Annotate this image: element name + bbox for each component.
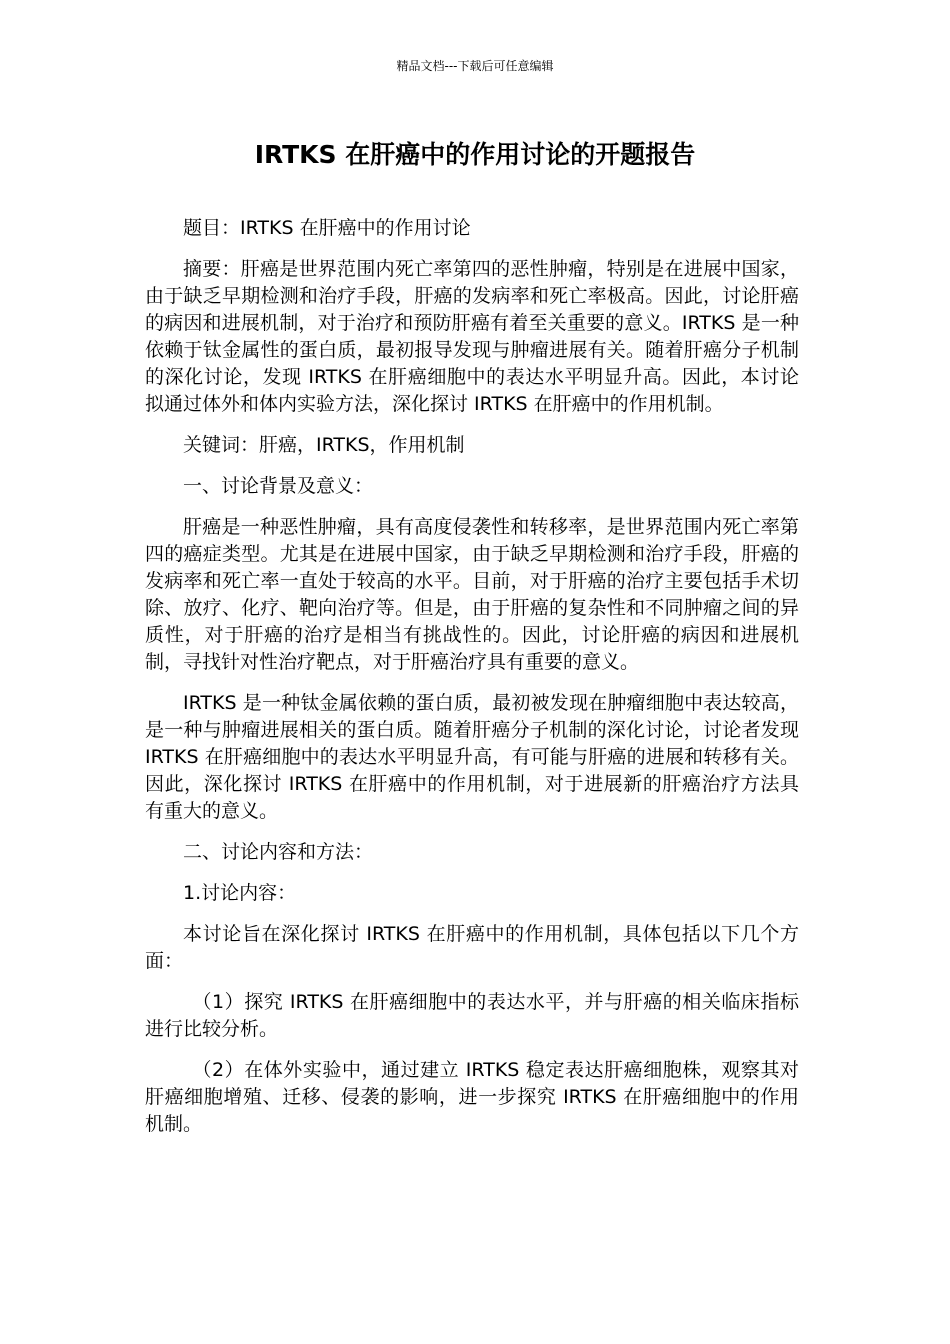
- section-heading-background: 一、讨论背景及意义：: [183, 475, 374, 497]
- subsection-heading-content: 1.讨论内容：: [183, 882, 297, 904]
- background-paragraph-2: IRTKS 是一种钛金属依赖的蛋白质，最初被发现在肿瘤细胞中表达较高，是一种与肿瘤进展相关的蛋白质。随着肝癌分子机制的深化讨论，讨论者发现 IRTKS 在肝癌细胞中的表达水平明显升高，有可能与肝癌的进展和转移有关。因此，深化探讨 IRTKS 在肝癌中的作用机制，对于进展新的肝癌治疗方法具有重大的意义。: [145, 692, 799, 822]
- content-item-1: （1）探究 IRTKS 在肝癌细胞中的表达水平，并与肝癌的相关临床指标进行比较分析。: [145, 991, 799, 1040]
- content-item-2: （2）在体外实验中，通过建立 IRTKS 稳定表达肝癌细胞株，观察其对肝癌细胞增殖、迁移、侵袭的影响，进一步探究 IRTKS 在肝癌细胞中的作用机制。: [145, 1059, 799, 1135]
- document-title: IRTKS 在肝癌中的作用讨论的开题报告: [254, 140, 696, 169]
- content-intro-paragraph: 本讨论旨在深化探讨 IRTKS 在肝癌中的作用机制，具体包括以下几个方面：: [145, 923, 799, 972]
- section-heading-methods: 二、讨论内容和方法：: [183, 841, 374, 863]
- background-paragraph-1: 肝癌是一种恶性肿瘤，具有高度侵袭性和转移率，是世界范围内死亡率第四的癌症类型。尤其是在进展中国家，由于缺乏早期检测和治疗手段，肝癌的发病率和死亡率一直处于较高的水平。目前，对于肝癌的治疗主要包括手术切除、放疗、化疗、靶向治疗等。但是，由于肝癌的复杂性和不同肿瘤之间的异质性，对于肝癌的治疗是相当有挑战性的。因此，讨论肝癌的病因和进展机制，寻找针对性治疗靶点，对于肝癌治疗具有重要的意义。: [145, 516, 799, 673]
- subject-line: 题目：IRTKS 在肝癌中的作用讨论: [183, 217, 471, 239]
- document-body: [145, 215, 799, 1152]
- page-header: 精品文档---下载后可任意编辑: [396, 59, 554, 73]
- abstract-paragraph: 摘要：肝癌是世界范围内死亡率第四的恶性肿瘤，特别是在进展中国家，由于缺乏早期检测和治疗手段，肝癌的发病率和死亡率极高。因此，讨论肝癌的病因和进展机制，对于治疗和预防肝癌有着至关重要的意义。IRTKS 是一种依赖于钛金属性的蛋白质，最初报导发现与肿瘤进展有关。随着肝癌分子机制的深化讨论，发现 IRTKS 在肝癌细胞中的表达水平明显升高。因此，本讨论拟通过体外和体内实验方法，深化探讨 IRTKS 在肝癌中的作用机制。: [145, 258, 799, 415]
- keywords-line: 关键词：肝癌，IRTKS，作用机制: [183, 434, 465, 456]
